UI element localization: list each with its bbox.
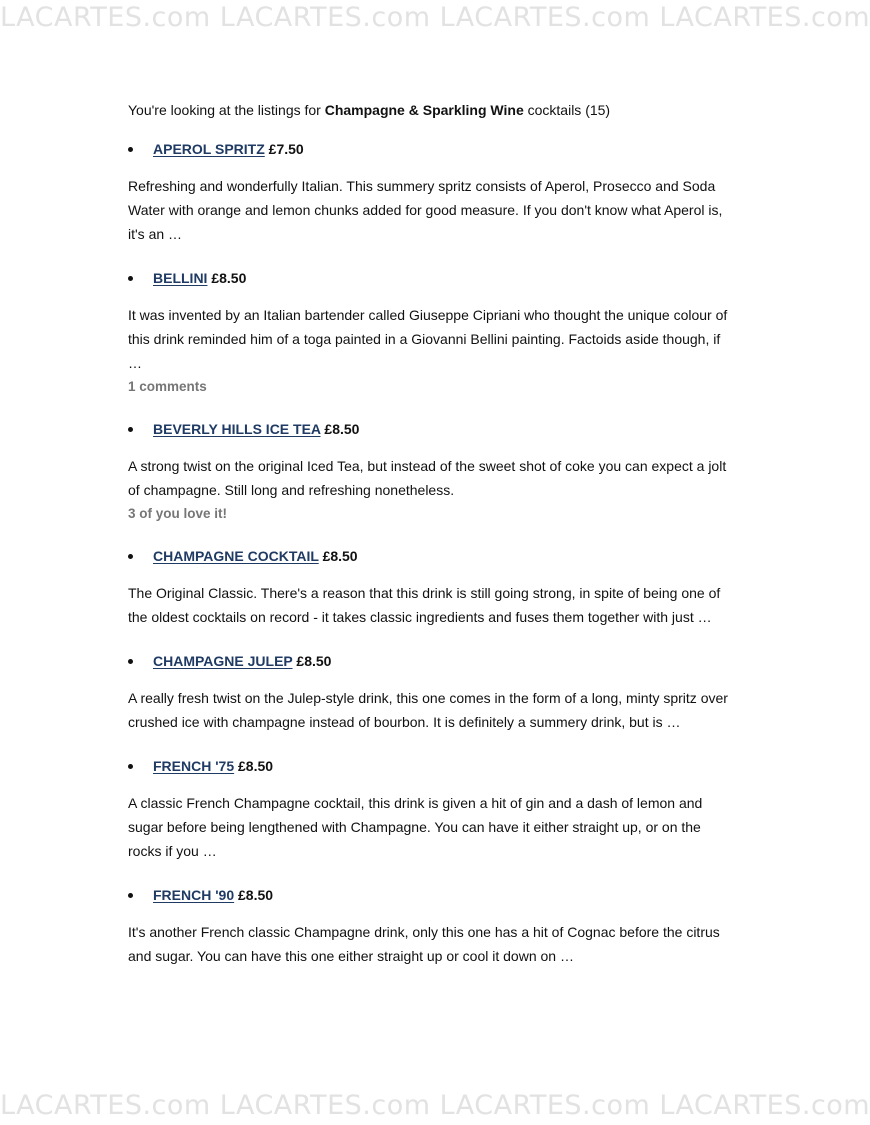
cocktail-price: £8.50 [238, 887, 274, 903]
bullet-icon [128, 893, 133, 898]
intro-prefix: You're looking at the listings for [128, 102, 325, 118]
bullet-icon [128, 554, 133, 559]
listing-heading [128, 652, 738, 670]
cocktail-link-beverly-hills-ice-tea[interactable]: BEVERLY HILLS ICE TEA [153, 421, 321, 437]
listing-heading [128, 757, 738, 775]
love-count: 3 of you love it! [128, 506, 228, 521]
listing-heading [128, 269, 738, 287]
cocktail-description: A strong twist on the original Iced Tea, but instead of the sweet shot of coke you can expect a jolt of champagne. Still long and refreshing nonetheless. [128, 458, 727, 498]
cocktail-link-french-90[interactable]: FRENCH '90 [153, 887, 235, 903]
listing-item [128, 652, 738, 734]
listing-heading [128, 547, 738, 565]
listing-item [128, 269, 738, 397]
watermark-bottom: LACARTES.com LACARTES.com LACARTES.com LACARTES.com [0, 1090, 870, 1121]
bullet-icon [128, 427, 133, 432]
bullet-icon [128, 659, 133, 664]
cocktail-price: £8.50 [211, 270, 247, 286]
intro-suffix: cocktails (15) [523, 102, 611, 118]
cocktail-description: A classic French Champagne cocktail, this drink is given a hit of gin and a dash of lemon and sugar before being lengthened with Champagne. You can have it either straight up, or on the rocks if you … [128, 795, 703, 859]
cocktail-description: It was invented by an Italian bartender called Giuseppe Cipriani who thought the unique colour of this drink reminded him of a toga painted in a Giovanni Bellini painting. Factoids aside though, if … [128, 307, 728, 371]
listing-heading [128, 886, 738, 904]
cocktail-link-french-75[interactable]: FRENCH '75 [153, 758, 235, 774]
comments-count: 1 comments [128, 379, 207, 394]
cocktail-price: £8.50 [296, 653, 332, 669]
bullet-icon [128, 276, 133, 281]
listing-item [128, 547, 738, 629]
cocktail-link-champagne-cocktail[interactable]: CHAMPAGNE COCKTAIL [153, 548, 319, 564]
listing-heading [128, 140, 738, 158]
cocktail-description: It's another French classic Champagne drink, only this one has a hit of Cognac before the citrus and sugar. You can have this one either straight up or cool it down on … [128, 924, 720, 964]
listing-item [128, 886, 738, 968]
cocktail-price: £8.50 [324, 421, 360, 437]
listings-intro [128, 100, 738, 120]
cocktail-price: £8.50 [322, 548, 358, 564]
category-name: Champagne & Sparkling Wine [324, 102, 524, 118]
cocktail-link-champagne-julep[interactable]: CHAMPAGNE JULEP [153, 653, 293, 669]
cocktail-description: The Original Classic. There's a reason that this drink is still going strong, in spite of being one of the oldest cocktails on record - it takes classic ingredients and fuses them together with just … [128, 585, 721, 625]
cocktail-link-aperol-spritz[interactable]: APEROL SPRITZ [153, 141, 265, 157]
cocktail-price: £8.50 [238, 758, 274, 774]
watermark-top: LACARTES.com LACARTES.com LACARTES.com LACARTES.com [0, 2, 870, 33]
listing-item [128, 140, 738, 246]
listings-content [128, 100, 738, 991]
listing-heading [128, 420, 738, 438]
cocktail-price: £7.50 [268, 141, 304, 157]
cocktail-description: Refreshing and wonderfully Italian. This summery spritz consists of Aperol, Prosecco and Soda Water with orange and lemon chunks added for good measure. If you don't know what Aperol is, it's an … [128, 178, 723, 242]
listing-item [128, 757, 738, 863]
cocktail-description: A really fresh twist on the Julep-style drink, this one comes in the form of a long, minty spritz over crushed ice with champagne instead of bourbon. It is definitely a summery drink, but is … [128, 690, 728, 730]
bullet-icon [128, 147, 133, 152]
bullet-icon [128, 764, 133, 769]
cocktail-link-bellini[interactable]: BELLINI [153, 270, 208, 286]
listing-item [128, 420, 738, 524]
